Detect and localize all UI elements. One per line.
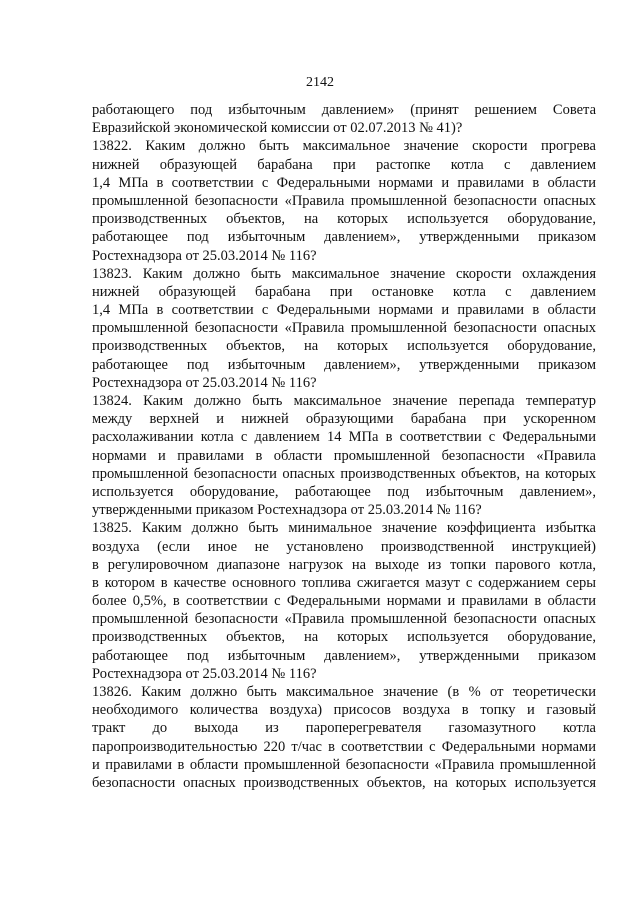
text-line: безопасности опасных производственных объектов, на которых используется: [92, 774, 596, 791]
document-body: [92, 101, 596, 792]
text-line: Ростехнадзора от 25.03.2014 № 116?: [92, 247, 317, 264]
text-line: нижней образующей барабана при растопке котла с давлением: [92, 156, 596, 173]
text-line: 13822. Каким должно быть максимальное значение скорости прогрева: [92, 138, 596, 155]
page-number: 2142: [306, 75, 334, 90]
text-line: 13825. Каким должно быть минимальное значение коэффициента избытка: [92, 520, 596, 537]
text-line: работающего под избыточным давлением» (принят решением Совета: [92, 102, 596, 118]
text-line: используется оборудование, работающее под избыточным давлением»,: [92, 483, 596, 500]
text-line: нормами и правилами в области промышленной безопасности «Правила: [92, 447, 596, 464]
text-line: Евразийской экономической комиссии от 02.07.2013 № 41)?: [92, 120, 463, 137]
text-line: 1,4 МПа в соответствии с Федеральными нормами и правилами в области: [92, 174, 596, 191]
text-line: воздуха (если иное не установлено производственной инструкцией): [92, 538, 596, 555]
text-line: в регулировочном диапазоне нагрузок на выходе из топки парового котла,: [92, 556, 596, 573]
text-line: 13823. Каким должно быть максимальное значение скорости охлаждения: [92, 265, 596, 282]
text-line: 13824. Каким должно быть максимальное значение перепада температур: [92, 393, 596, 409]
text-line: работающее под избыточным давлением», утвержденными приказом: [92, 647, 596, 664]
text-line: тракт до выхода из пароперегревателя газомазутного котла: [92, 720, 596, 737]
text-line: производственных объектов, на которых используется оборудование,: [92, 629, 596, 646]
text-line: паропроизводительностью 220 т/час в соответствии с Федеральными нормами: [92, 738, 596, 755]
text-line: Ростехнадзора от 25.03.2014 № 116?: [92, 374, 317, 391]
text-line: промышленной безопасности «Правила промышленной безопасности опасных: [92, 192, 596, 209]
text-line: необходимого количества воздуха) присосов воздуха в топку и газовый: [92, 702, 596, 719]
text-line: утвержденными приказом Ростехнадзора от 25.03.2014 № 116?: [92, 502, 482, 519]
text-line: Ростехнадзора от 25.03.2014 № 116?: [92, 665, 317, 682]
text-line: промышленной безопасности «Правила промышленной безопасности опасных: [92, 320, 596, 337]
text-line: более 0,5%, в соответствии с Федеральными нормами и правилами в области: [92, 593, 596, 610]
text-line: в котором в качестве основного топлива сжигается мазут с содержанием серы: [92, 574, 596, 591]
text-line: работающее под избыточным давлением», утвержденными приказом: [92, 229, 596, 246]
text-line: производственных объектов, на которых используется оборудование,: [92, 338, 596, 355]
text-line: промышленной безопасности «Правила промышленной безопасности опасных: [92, 611, 596, 628]
text-line: между верхней и нижней образующими барабана при ускоренном: [92, 411, 596, 428]
text-line: и правилами в области промышленной безопасности «Правила промышленной: [92, 756, 596, 773]
text-line: 1,4 МПа в соответствии с Федеральными нормами и правилами в области: [92, 302, 596, 319]
text-line: работающее под избыточным давлением», утвержденными приказом: [92, 356, 596, 373]
text-line: производственных объектов, на которых используется оборудование,: [92, 211, 596, 228]
text-line: расхолаживании котла с давлением 14 МПа в соответствии с Федеральными: [92, 429, 596, 446]
text-line: 13826. Каким должно быть максимальное значение (в % от теоретически: [92, 684, 596, 700]
text-line: промышленной безопасности опасных производственных объектов, на которых: [92, 465, 596, 482]
text-line: нижней образующей барабана при остановке котла с давлением: [92, 283, 596, 300]
